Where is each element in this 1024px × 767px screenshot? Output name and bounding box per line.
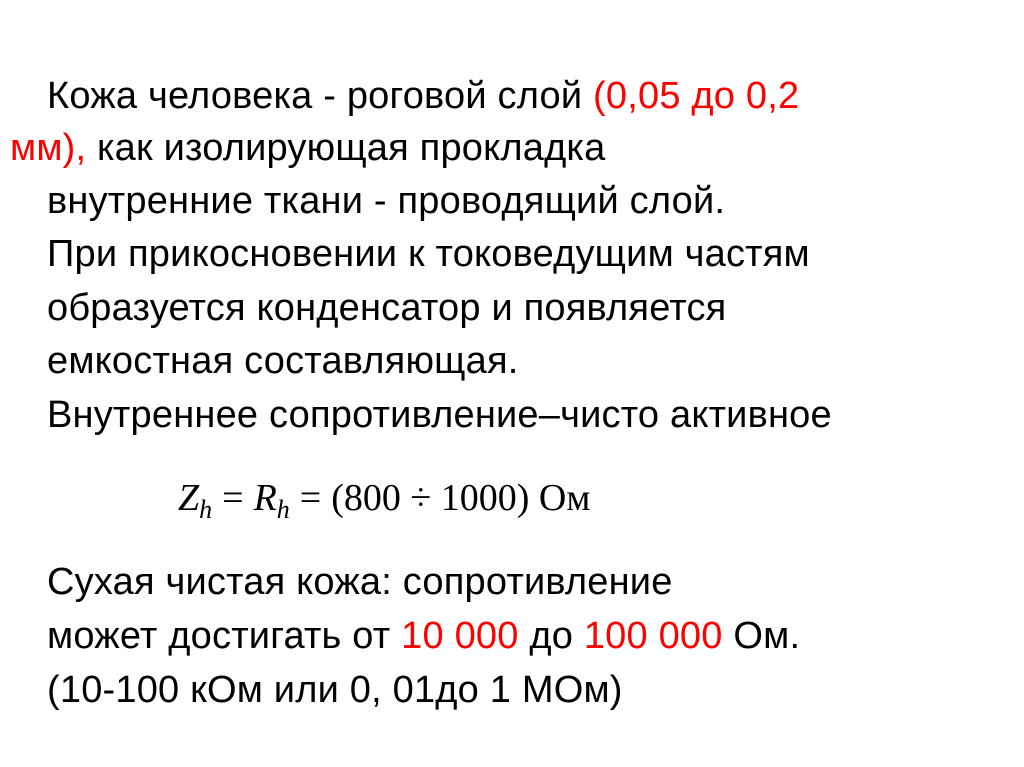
text-thickness-unit: мм), bbox=[10, 127, 87, 169]
formula-z-subscript: h bbox=[199, 495, 213, 524]
text-min-resistance: 10 000 bbox=[401, 615, 519, 657]
text-to: до bbox=[518, 615, 584, 657]
text-line-1 bbox=[47, 74, 799, 118]
text-insulating-layer: как изолирующая прокладка bbox=[86, 127, 606, 169]
text-line-10: (10-100 кОм или 0, 01до 1 МОм) bbox=[47, 669, 623, 711]
text-line-6: емкостная составляющая. bbox=[47, 340, 519, 382]
text-thickness-range: (0,05 до 0,2 bbox=[593, 75, 800, 117]
formula-r-subscript: h bbox=[276, 495, 290, 524]
formula-equals-1: = bbox=[222, 477, 244, 519]
text-can-reach: может достигать от bbox=[47, 615, 402, 657]
text-ohm-unit: Ом. bbox=[722, 615, 801, 657]
formula-z: Z bbox=[178, 477, 200, 519]
text-max-resistance: 100 000 bbox=[583, 615, 723, 657]
formula-value: (800 ÷ 1000) bbox=[331, 477, 530, 519]
text-line-2 bbox=[10, 126, 605, 170]
text-skin-layer: Кожа человека - роговой слой bbox=[47, 75, 594, 117]
text-line-7: Внутреннее сопротивление–чисто активное bbox=[47, 394, 832, 436]
text-line-4: При прикосновении к токоведущим частям bbox=[47, 233, 810, 275]
text-line-8: Сухая чистая кожа: сопротивление bbox=[47, 561, 673, 603]
formula-r: R bbox=[253, 477, 277, 519]
text-line-3: внутренние ткани - проводящий слой. bbox=[47, 180, 726, 222]
text-line-9 bbox=[47, 614, 800, 658]
text-line-5: образуется конденсатор и появляется bbox=[47, 287, 727, 329]
formula-unit: Ом bbox=[538, 477, 591, 519]
resistance-formula bbox=[178, 474, 590, 526]
formula-equals-2: = bbox=[299, 477, 322, 519]
